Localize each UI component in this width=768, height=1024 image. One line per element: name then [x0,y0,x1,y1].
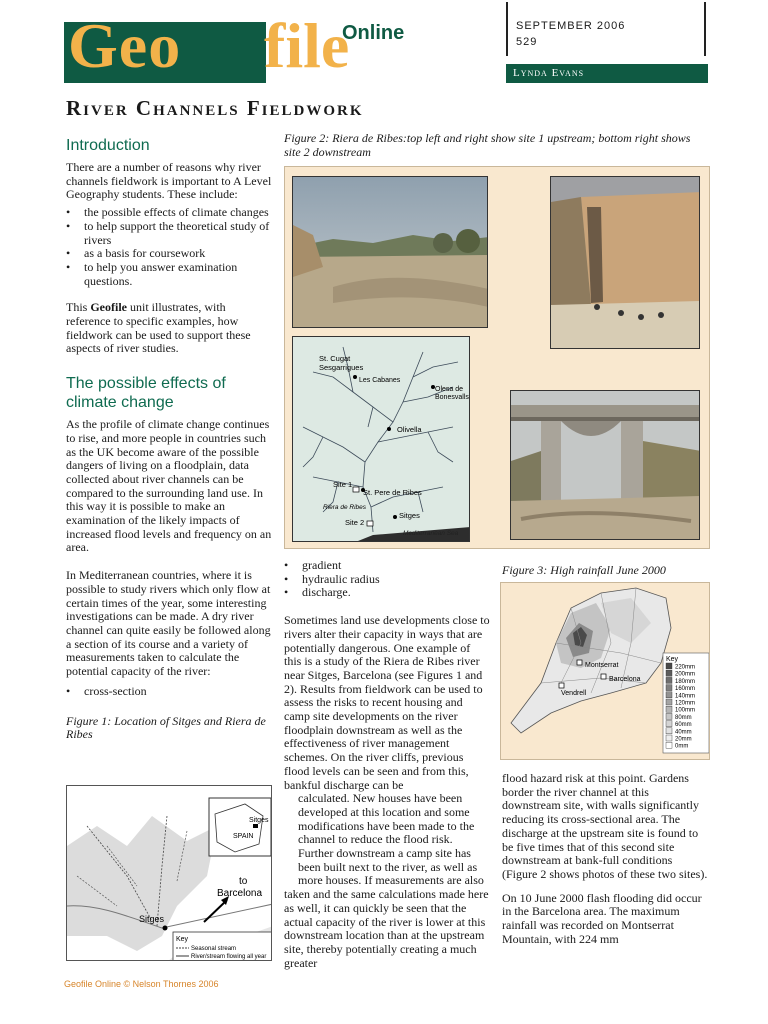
list-item: • to help support the theoretical study of rivers [66,220,272,247]
map-label-site-1: Site 1 [333,480,353,489]
map-label-st-cugat: St. Cugat [319,354,351,363]
rainfall-key-label: 140mm [675,693,696,700]
shaded-area [67,816,217,951]
map-label-site-2: Site 2 [345,518,365,527]
riera-de-ribes-map [292,336,470,542]
montserrat-label: Montserrat [585,662,619,669]
column-1 [66,136,272,742]
list-item: • discharge. [284,586,490,600]
vendrell-label: Vendrell [561,690,587,697]
figure-3-caption: Figure 3: High rainfall June 2000 [502,563,666,577]
list-item: • gradient [284,559,490,573]
land-use-paragraph-end: more houses. If measurements are also taken and the same calculations made here as well, it can quickly be seen that the actual capacity of the river is lower at this downstream location than at the upstream site, thereby potentially creating a much greater [284,873,489,970]
map-label-olesa: Olesa de [435,386,464,393]
rainfall-key-swatch [666,721,672,727]
map-label-sesgarrigues: Sesgarrigues [319,363,364,372]
logo-online: Online [342,22,405,44]
figure-1-svg [67,786,272,961]
rainfall-key-entries [666,663,695,750]
key-seasonal-label: Seasonal stream [191,946,237,952]
vendrell-marker [559,683,564,688]
column-3 [502,772,710,959]
figure-3-rainfall-map [500,582,710,760]
logo-file: file [264,10,350,81]
map-svg [293,337,470,542]
rainfall-key-swatch [666,663,672,669]
sitges-label: Sitges [139,914,165,924]
barcelona-arrow [204,900,227,922]
land-use-paragraph-indented: calculated. New houses have been developed at this location and some modifications have been made to the channel to reduce the flood risk. Further downstream a camp site has been built next to the river, as well as [298,791,478,874]
unit-text-bold: Geofile [90,300,127,315]
list-item: • cross-section [66,685,272,699]
rainfall-key-title: Key [666,656,679,663]
rainfall-key-swatch [666,670,672,676]
site-1-photo-left [292,176,488,328]
rainfall-key-swatch [666,735,672,741]
land-use-paragraph: Sometimes land use developments close to rivers alter their capacity in ways that are potentially dangerous. One example of this is a study of the Riera de Ribes river near Sitges, Barcelona (see Figures 1 and 2). Results from fieldwork can be used to assess the risks to recent housing and camp site developments on the river floodplain downstream as well as the effectiveness of river management schemes. On the river cliffs, previous flood levels can be seen and from this, bankful discharge can be [284,613,490,792]
rainfall-key-swatch [666,728,672,734]
climate-paragraph: As the profile of climate change continues to rise, and more people in countries such as the UK become aware of the possible dangers of living on a floodplain, data collected about river channels can be compared to the surrounding land use. In this way it is possible to make an examination of the likely impacts of increased flood levels and frequency on an area. [66,417,272,555]
photo-svg [511,391,700,540]
rainfall-key-label: 20mm [675,736,692,743]
list-item: • as a basis for coursework [66,247,272,261]
montserrat-marker [577,660,582,665]
site-2-photo [510,390,700,540]
rainfall-key-label: 200mm [675,671,696,678]
map-label-les-cabanes: Les Cabanes [359,377,401,384]
footer-copyright: Geofile Online © Nelson Thornes 2006 [64,979,219,989]
issue-info [506,2,706,56]
unit-text-a: This [66,300,88,315]
barcelona-label: Barcelona [609,676,641,683]
map-label-sea: Mediterranean Sea [403,530,459,537]
map-label-riera: Riera de Ribes [323,504,366,511]
measurement-list-b [284,559,490,600]
flood-hazard-paragraph: flood hazard risk at this point. Gardens border the river channel at this downstream site, with walls significantly reducing its cross-sectional area. The discharge at the upstream site is found to be five times that of this second site downstream at bank-full conditions (Figure 2 shows photos of these two sites). [502,771,708,881]
rainfall-key-label: 160mm [675,686,696,693]
to-label: to [239,876,248,887]
rainfall-key-label: 120mm [675,700,696,707]
author-name: Lynda Evans [506,64,708,83]
intro-bullet-list [66,206,272,288]
rainfall-key-label: 220mm [675,664,696,671]
page-title: River Channels Fieldwork [66,96,364,120]
rainfall-key-swatch [666,685,672,691]
intro-paragraph: There are a number of reasons why river channels fieldwork is important to A Level Geography students. These include: [66,160,272,202]
list-item: • to help you answer examination questions. [66,261,272,288]
site-1-photo-right [550,176,700,349]
barcelona-label: Barcelona [217,888,263,899]
rainfall-svg [501,583,710,760]
measurement-list-a [66,685,272,699]
rainfall-key-label: 180mm [675,678,696,685]
column-2 [284,559,490,970]
figure-2-panel [284,166,710,549]
photo-svg [293,177,488,328]
rainfall-key-label: 60mm [675,722,692,729]
unit-paragraph [66,301,272,356]
figure-1-map [66,785,272,961]
key-river-label: River/stream flowing all year [191,954,267,960]
logo-geo: Geo [68,10,182,81]
sitges-marker [163,926,168,931]
figure-1-caption: Figure 1: Location of Sitges and Riera de Ribes [66,713,266,741]
rainfall-key-swatch [666,742,672,748]
rainfall-key-swatch [666,713,672,719]
list-item: • the possible effects of climate changes [66,206,272,220]
inset-sitges-label: Sitges [249,817,269,824]
issue-date: SEPTEMBER 2006 [516,20,626,32]
rainfall-key-swatch [666,699,672,705]
issue-number: 529 [516,36,538,48]
rainfall-key-label: 0mm [675,743,689,750]
rainfall-key-label: 100mm [675,707,696,714]
list-item: • hydraulic radius [284,573,490,587]
photo-svg [551,177,700,349]
barcelona-marker [601,674,606,679]
map-label-bonesvalls: Bonesvalls [435,394,469,401]
june-2000-paragraph: On 10 June 2000 flash flooding did occur in the Barcelona area. The maximum rainfall was recorded on Montserrat Mountain, with 224 mm [502,890,702,946]
key-title: Key [176,936,189,943]
intro-heading: Introduction [66,137,150,154]
map-label-olivella: Olivella [397,425,422,434]
rainfall-key-swatch [666,706,672,712]
map-label-sitges: Sitges [399,511,420,520]
rainfall-key-label: 80mm [675,714,692,721]
rainfall-key-swatch [666,692,672,698]
mediterranean-paragraph: In Mediterranean countries, where it is possible to study rivers which only flow at certain times of the year, some interesting investigations can be made. A dry river channel can quite easily be followed along a section of its course and a variety of measurements taken to calculate the potential capacity of the river: [66,568,271,679]
inset-sitges-marker [253,824,258,828]
figure-2-caption: Figure 2: Riera de Ribes:top left and right show site 1 upstream; bottom right shows site 2 downstream [284,131,691,159]
map-label-st-pere: St. Pere de Ribes [363,488,422,497]
unit-text-b: unit illustrates, with reference to specific examples, how fieldwork can be used to support these aspects of river studies. [66,300,251,356]
rainfall-key-swatch [666,677,672,683]
rainfall-key-label: 40mm [675,729,692,736]
climate-heading: The possible effects of climate change [66,375,226,412]
spain-label: SPAIN [233,833,254,840]
